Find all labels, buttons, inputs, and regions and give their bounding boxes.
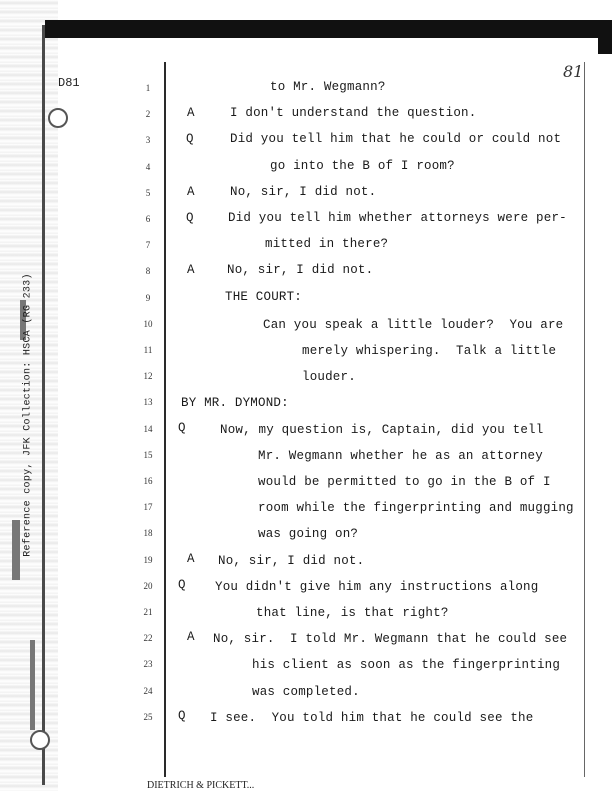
- punch-hole: [30, 730, 50, 750]
- line-number: 1: [145, 83, 151, 93]
- transcript-line-text: Now, my question is, Captain, did you tell: [220, 422, 544, 437]
- transcript-line-text: I don't understand the question.: [230, 106, 477, 121]
- answer-marker: A: [187, 263, 195, 278]
- margin-rule: [164, 62, 166, 777]
- transcript-line-text: go into the B of I room?: [270, 158, 455, 173]
- line-number: 2: [145, 109, 151, 120]
- transcript-line-text: THE COURT:: [225, 289, 303, 304]
- transcript-line-text: Did you tell him whether attorneys were per-: [228, 211, 567, 225]
- line-number: 25: [143, 711, 153, 722]
- transcript-line-text: would be permitted to go in the B of I: [258, 475, 551, 489]
- transcript-line-text: was going on?: [258, 527, 359, 542]
- transcript-line-text: room while the fingerprinting and mugging: [258, 501, 574, 516]
- line-number: 3: [145, 135, 151, 146]
- scan-speck: [12, 520, 20, 580]
- line-number: 13: [143, 397, 153, 408]
- question-marker: Q: [178, 420, 186, 435]
- transcript-line-text: BY MR. DYMOND:: [181, 396, 289, 411]
- right-margin-rule: [584, 62, 585, 777]
- line-number: 7: [145, 240, 151, 251]
- question-marker: Q: [186, 211, 194, 225]
- line-number: 23: [143, 659, 153, 670]
- scan-edge-line: [42, 25, 45, 785]
- top-scan-bar: [45, 20, 612, 38]
- transcript-line-text: louder.: [302, 370, 356, 385]
- transcript-line-text: that line, is that right?: [256, 606, 449, 620]
- answer-marker: A: [187, 184, 195, 199]
- transcript-line-text: Mr. Wegmann whether he as an attorney: [258, 448, 543, 463]
- answer-marker: A: [187, 106, 195, 121]
- transcript-line-text: No, sir, I did not.: [218, 553, 365, 568]
- punch-hole: [48, 108, 68, 128]
- transcript-line-text: Did you tell him that he could or could not: [230, 132, 562, 147]
- handwritten-page-number: 81: [563, 62, 584, 81]
- line-number: 15: [143, 449, 153, 460]
- transcript-line-text: I see. You told him that he could see the: [210, 710, 534, 725]
- scan-speck: [30, 640, 35, 730]
- reference-copy-stamp: Reference copy, JFK Collection: HSCA (RG 233): [22, 273, 34, 557]
- line-number: 12: [143, 371, 153, 382]
- line-number: 21: [143, 607, 153, 617]
- line-number: 11: [143, 345, 153, 355]
- line-number: 17: [143, 502, 153, 513]
- line-number: 5: [145, 187, 151, 198]
- transcript-line-text: merely whispering. Talk a little: [302, 344, 557, 358]
- line-number: 6: [145, 214, 151, 224]
- transcript-line-text: his client as soon as the fingerprinting: [252, 658, 561, 673]
- transcript-line-text: mitted in there?: [265, 237, 389, 252]
- transcript-line-text: Can you speak a little louder? You are: [263, 317, 564, 332]
- question-marker: Q: [186, 132, 194, 147]
- line-number: 24: [143, 685, 153, 696]
- transcript-line-text: was completed.: [252, 684, 360, 699]
- line-number: 14: [143, 423, 153, 434]
- answer-marker: A: [187, 551, 195, 566]
- line-number: 8: [145, 266, 151, 277]
- line-number: 10: [143, 318, 153, 329]
- transcript-line-text: No, sir. I told Mr. Wegmann that he could see: [213, 632, 568, 647]
- transcript-line-text: No, sir, I did not.: [227, 263, 374, 278]
- question-marker: Q: [178, 708, 186, 723]
- reporter-footer: DIETRICH & PICKETT...: [147, 780, 255, 791]
- transcript-line-text: You didn't give him any instructions along: [215, 579, 539, 594]
- line-number: 4: [145, 161, 151, 172]
- answer-marker: A: [187, 630, 195, 645]
- top-scan-bar-edge: [598, 20, 612, 54]
- transcript-line-text: to Mr. Wegmann?: [270, 80, 386, 94]
- document-id: D81: [58, 76, 80, 90]
- line-number: 18: [143, 528, 153, 539]
- line-number: 16: [143, 476, 153, 486]
- line-number: 22: [143, 633, 153, 644]
- line-number: 9: [145, 292, 151, 303]
- line-number: 19: [143, 554, 153, 565]
- question-marker: Q: [178, 577, 186, 592]
- transcript-line-text: No, sir, I did not.: [230, 184, 377, 199]
- line-number: 20: [143, 580, 153, 591]
